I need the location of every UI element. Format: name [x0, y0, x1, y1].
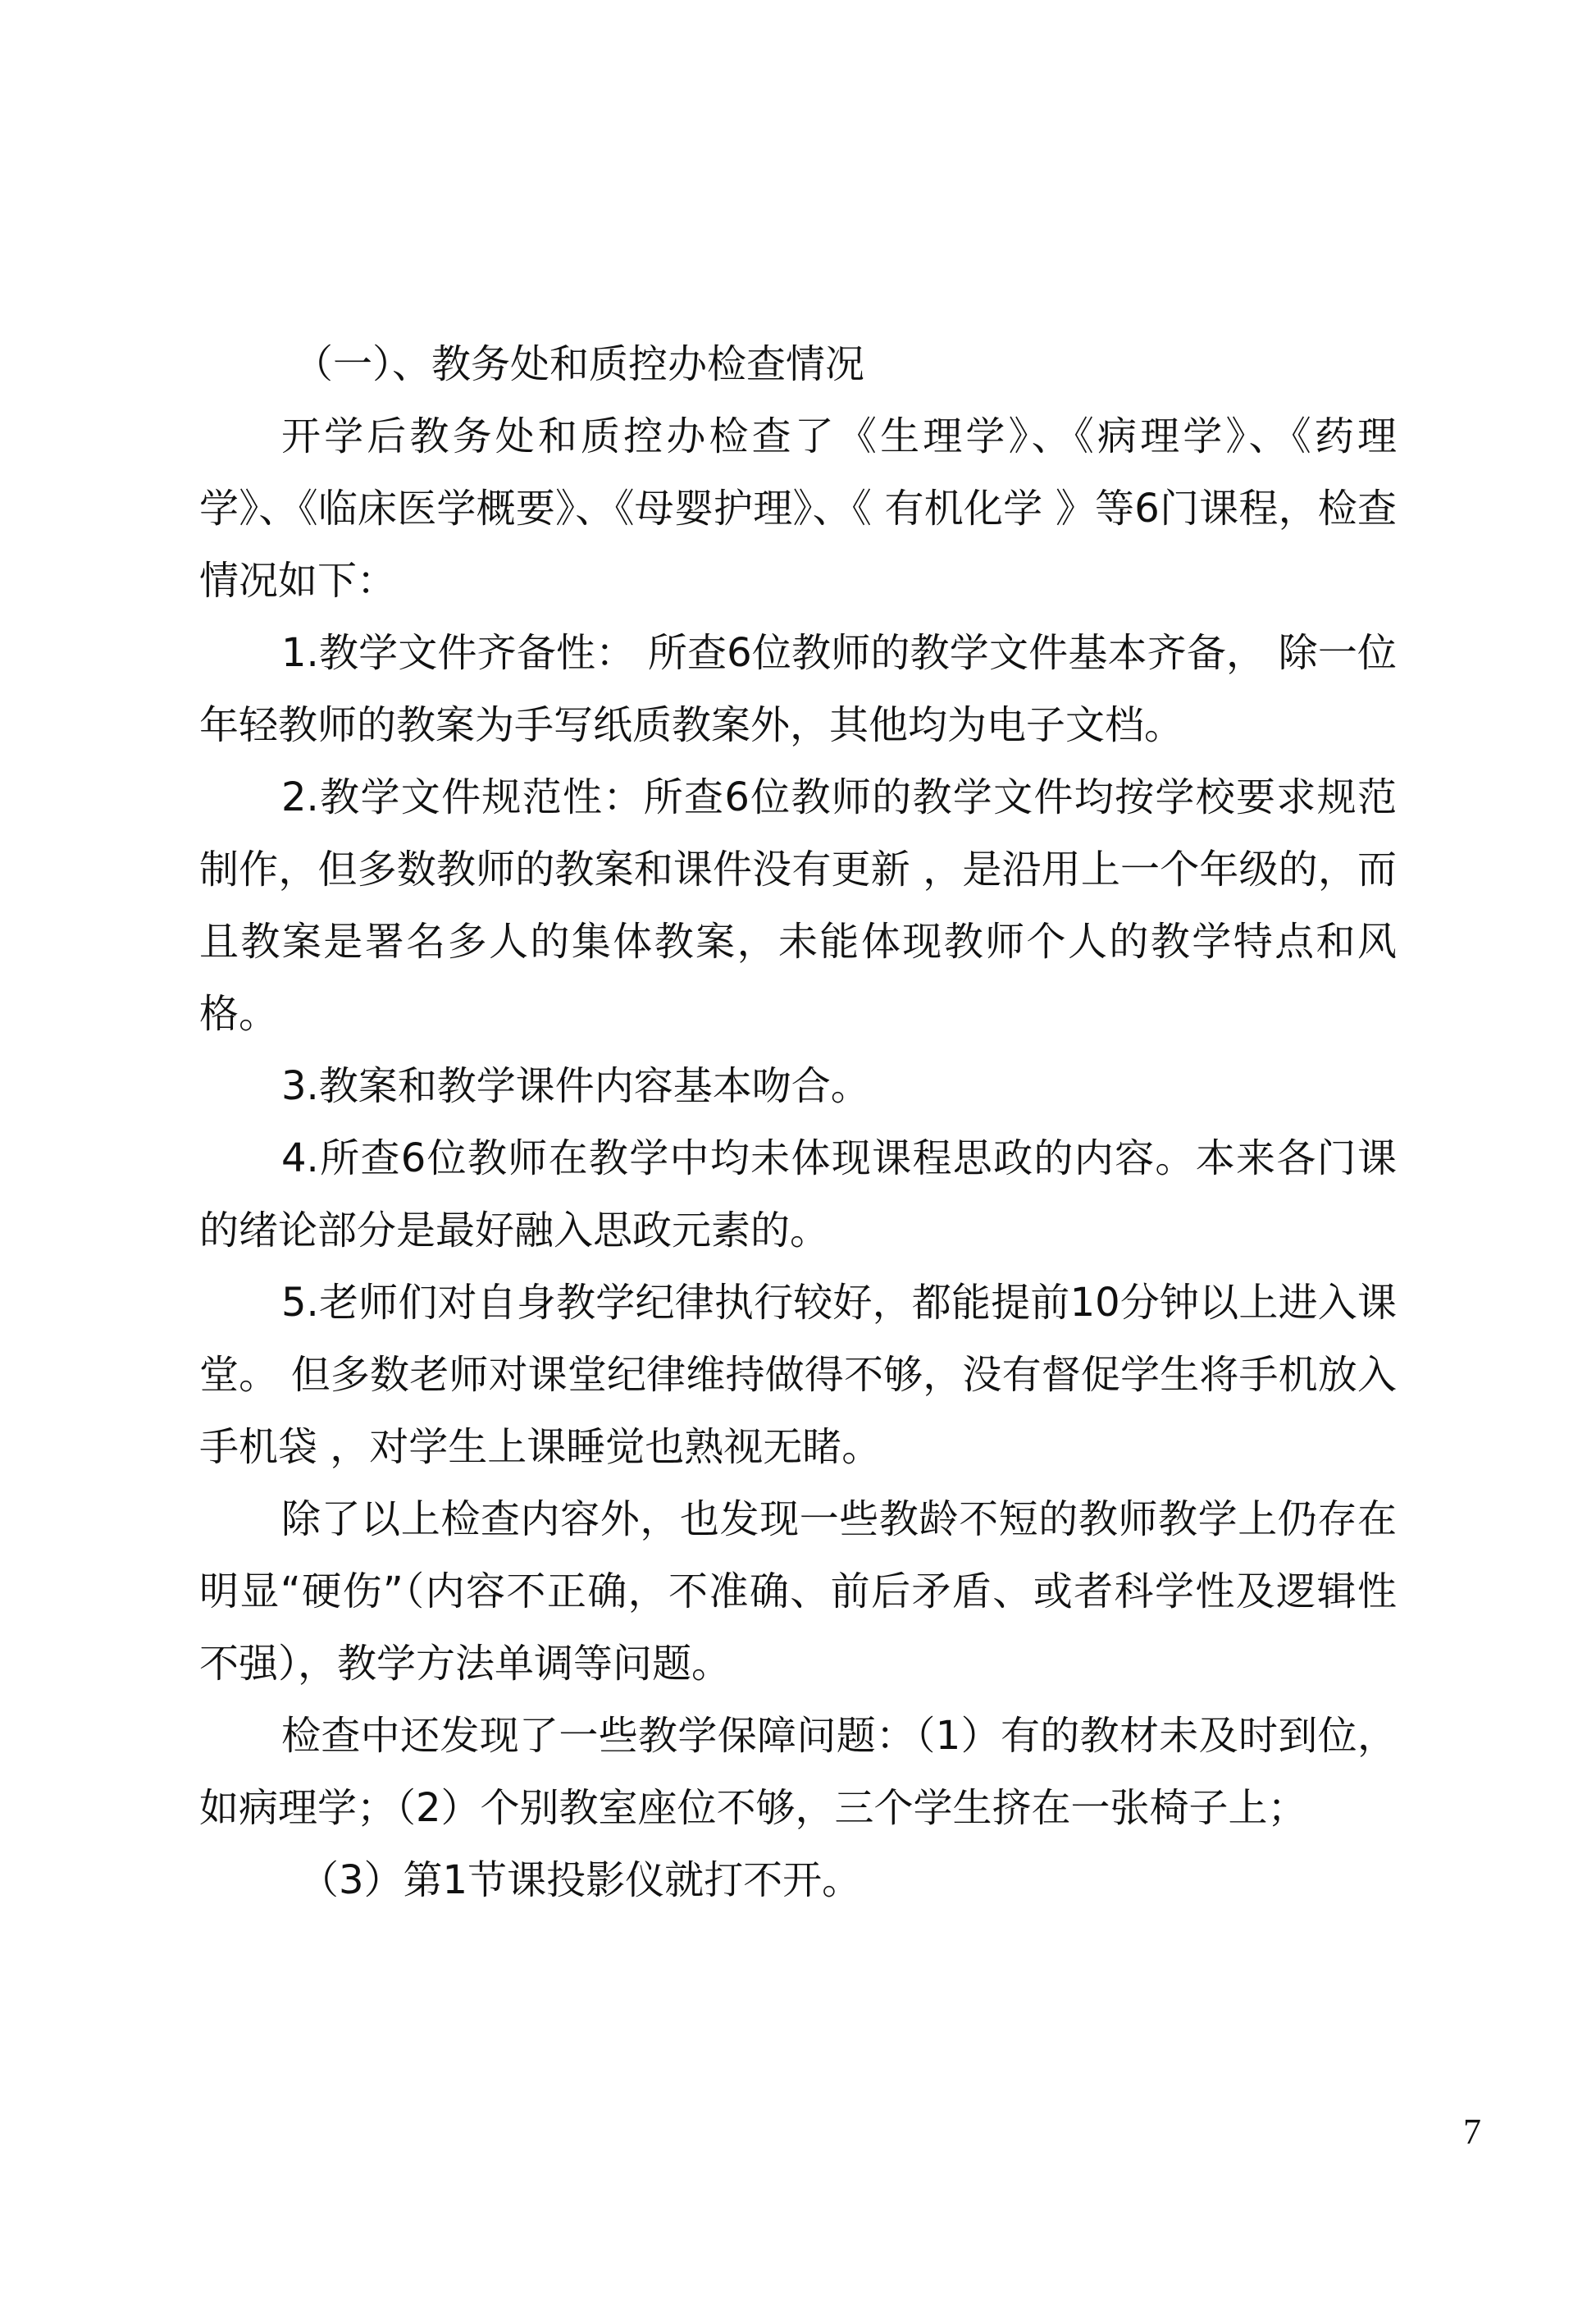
- document-body: [199, 328, 1397, 1916]
- paragraph-item-3: 3.教案和教学课件内容基本吻合。: [281, 1063, 870, 1109]
- paragraph-intro: 开学后教务处和质控办检查了《生理学》、《病理学》、《药理学》、《临床医学概要》、《母婴护理》、《 有机化学 》等6门课程，检查情况如下：: [199, 413, 1397, 604]
- paragraph-other-findings: 除了以上检查内容外，也发现一些教龄不短的教师教学上仍存在明显“硬伤”（内容不正确，不准确、前后矛盾、或者科学性及逻辑性不强），教学方法单调等问题。: [199, 1496, 1397, 1687]
- paragraph-item-2: 2.教学文件规范性：所查6位教师的教学文件均按学校要求规范制作，但多数教师的教案和课件没有更新 ，是沿用上一个年级的，而且教案是署名多人的集体教案，未能体现教师个人的教学特点和风格。: [199, 774, 1397, 1037]
- paragraph-item-5: 5.老师们对自身教学纪律执行较好，都能提前10分钟以上进入课堂。 但多数老师对课堂纪律维持做得不够，没有督促学生将手机放入手机袋 ，对学生上课睡觉也熟视无睹。: [199, 1280, 1397, 1470]
- paragraph-item-1: 1.教学文件齐备性： 所查6位教师的教学文件基本齐备， 除一位年轻教师的教案为手写纸质教案外，其他均为电子文档。: [199, 630, 1397, 748]
- paragraph-support-issue-3: （3）第1节课投影仪就打不开。: [299, 1857, 862, 1903]
- paragraph-item-4: 4.所查6位教师在教学中均未体现课程思政的内容。本来各门课的绪论部分是最好融入思政元素的。: [199, 1135, 1397, 1253]
- paragraph-support-issues: 检查中还发现了一些教学保障问题：（1）有的教材未及时到位，如病理学；（2）个别教室座位不够，三个学生挤在一张椅子上；: [199, 1713, 1397, 1831]
- page-number: 7: [1463, 2112, 1481, 2152]
- section-heading: （一）、教务处和质控办检查情况: [294, 341, 865, 387]
